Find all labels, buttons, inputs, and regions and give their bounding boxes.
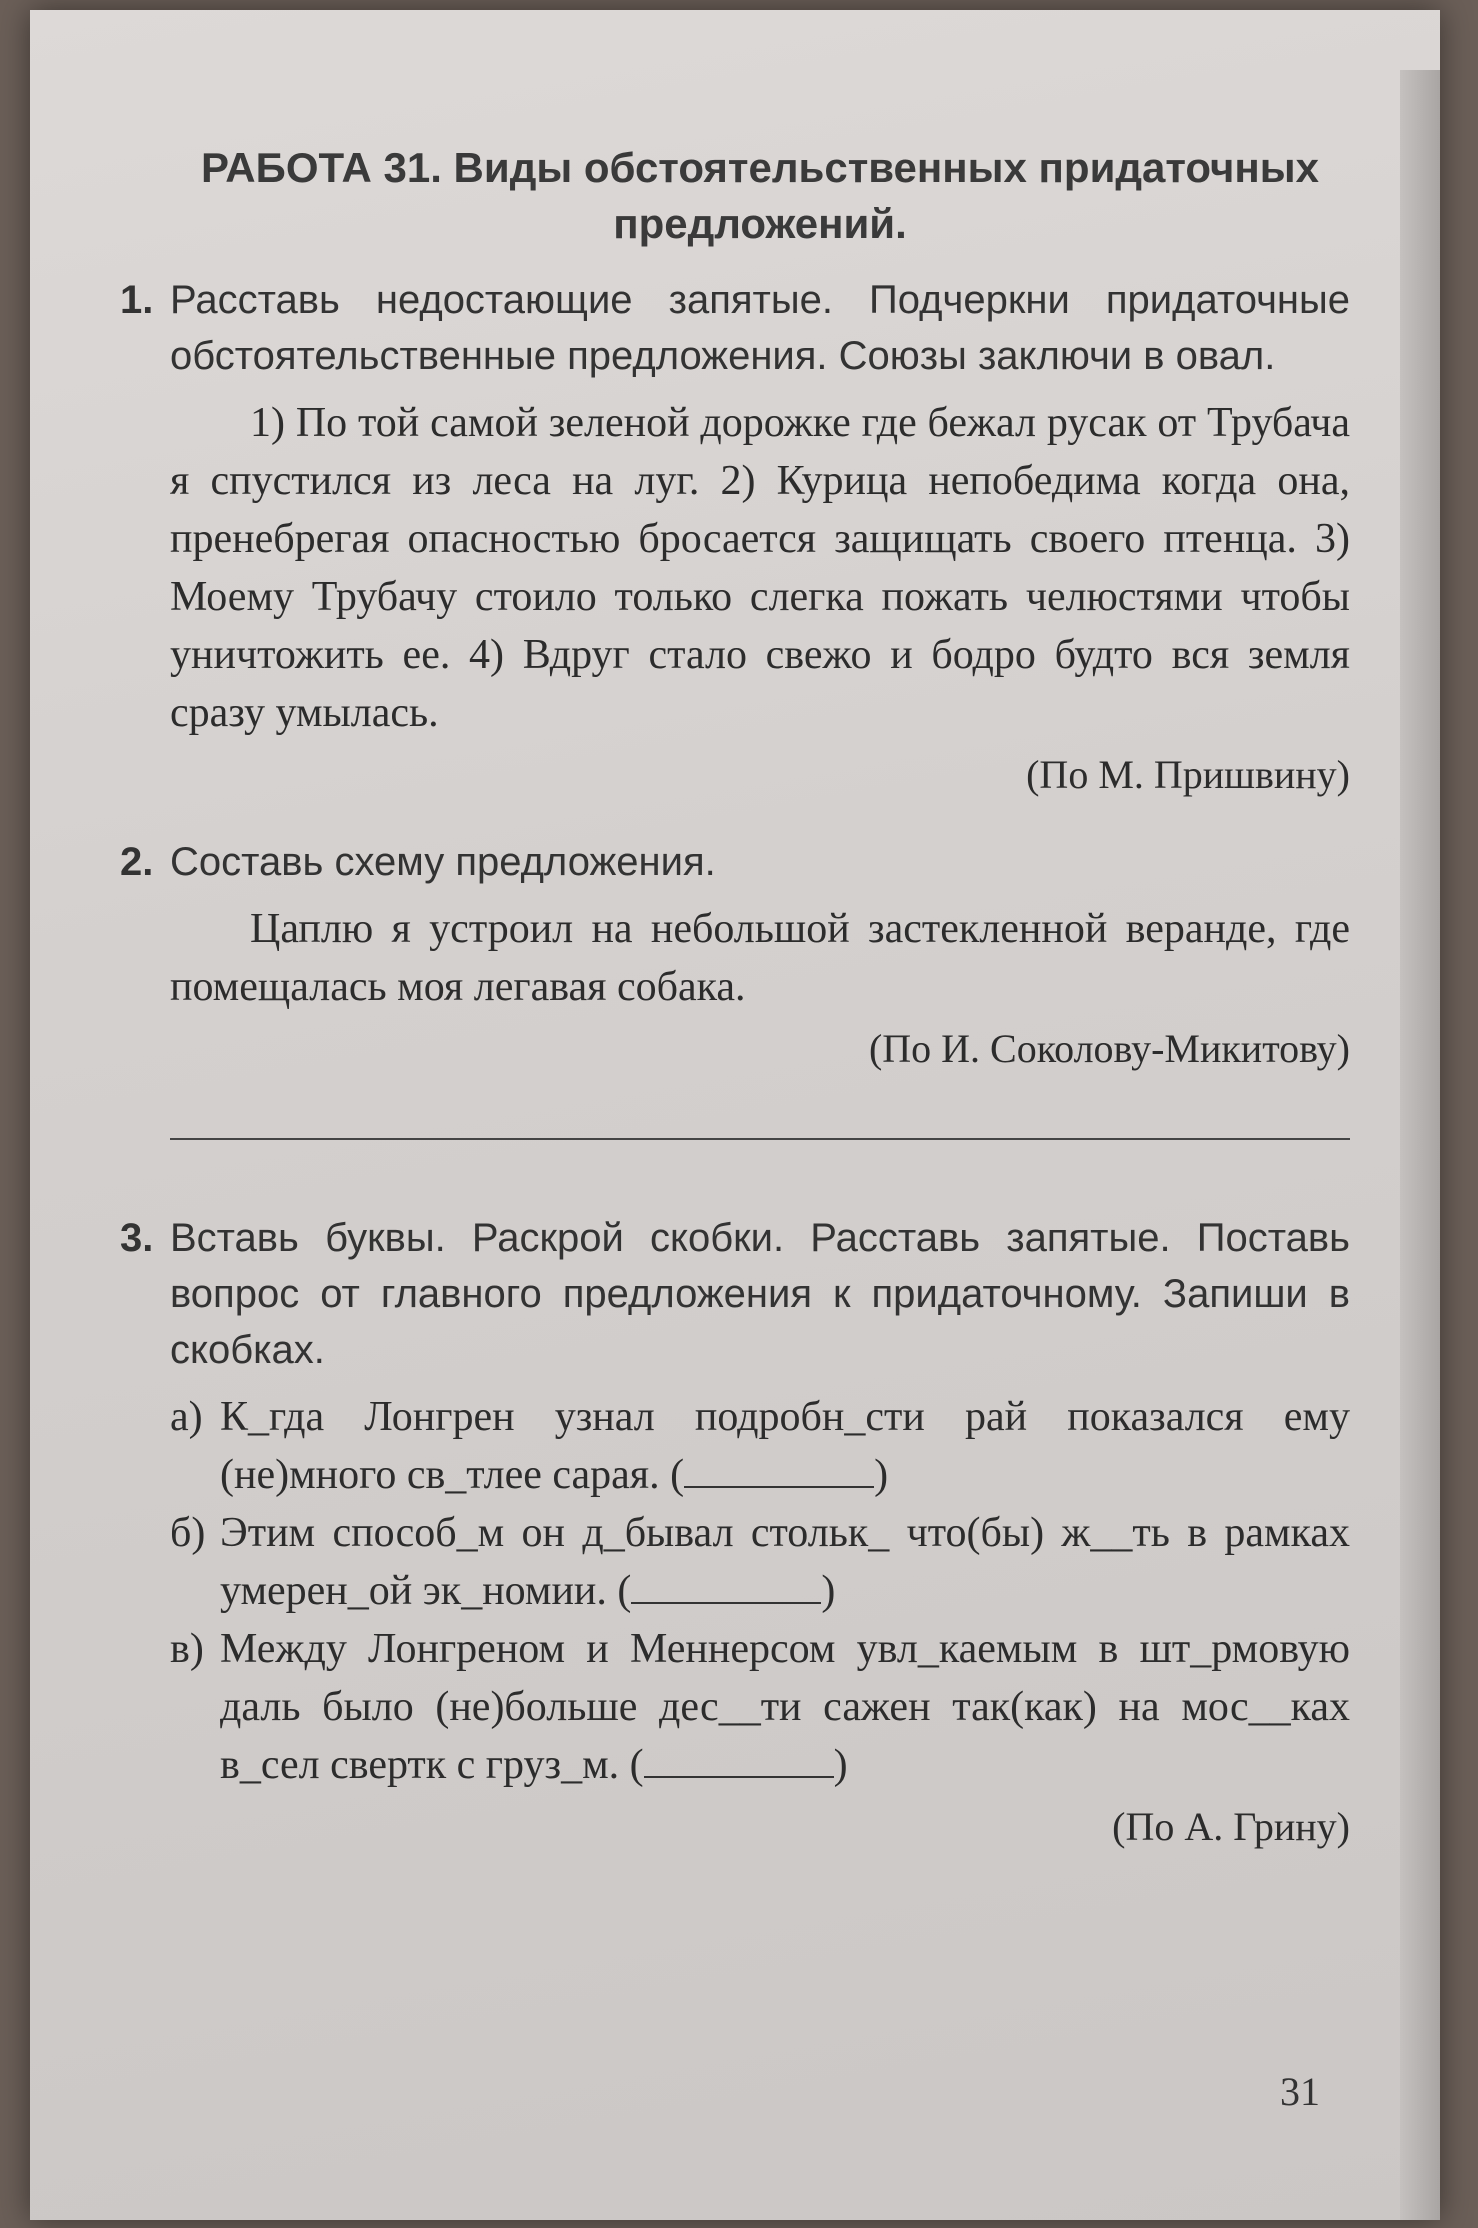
exercise-item-c — [170, 1620, 1350, 1794]
task-number: 1. — [120, 278, 154, 322]
task-instruction: Составь схему предложения. — [170, 840, 716, 884]
answer-blank[interactable] — [684, 1446, 874, 1488]
book-page — [30, 10, 1440, 2220]
task-3 — [120, 1210, 1350, 1856]
item-text — [220, 1388, 1350, 1504]
closing-paren: ) — [833, 1742, 848, 1788]
page-edge — [1400, 70, 1440, 2220]
item-marker: б) — [170, 1510, 206, 1556]
answer-blank[interactable] — [631, 1562, 821, 1604]
task-1 — [120, 272, 1350, 804]
closing-paren: ) — [874, 1452, 889, 1498]
page-content — [120, 140, 1350, 1886]
item-sentence: К_гда Лонгрен узнал подробн_сти рай показался ему (не)много св_тлее сарая. ( — [220, 1394, 1350, 1498]
item-marker: в) — [170, 1626, 204, 1672]
task-instruction: Вставь буквы. Раскрой скобки. Расставь запятые. Поставь вопрос от главного предложения к придаточному. Запиши в скобках. — [170, 1216, 1350, 1372]
answer-line[interactable] — [170, 1138, 1350, 1140]
page-number: 31 — [1280, 2069, 1320, 2114]
item-text — [220, 1504, 1350, 1620]
task-number: 2. — [120, 840, 154, 884]
passage-source: (По А. Грину) — [1112, 1804, 1350, 1849]
task-instruction: Расставь недостающие запятые. Подчеркни придаточные обстоятельственные предложения. Союзы заключи в овал. — [170, 278, 1350, 378]
closing-paren: ) — [821, 1568, 836, 1614]
exercise-item-a — [170, 1388, 1350, 1504]
exercise-list — [170, 1388, 1350, 1794]
answer-blank[interactable] — [644, 1736, 834, 1778]
task-passage: Цаплю я устроил на небольшой застекленной веранде, где помещалась моя легавая собака. — [170, 906, 1350, 1010]
item-sentence: Этим способ_м он д_бывал стольк_ что(бы) ж__ть в рамках умерен_ой эк_номии. ( — [220, 1510, 1350, 1614]
task-2 — [120, 834, 1350, 1140]
item-marker: а) — [170, 1394, 203, 1440]
item-sentence: Между Лонгреном и Меннерсом увл_каемым в шт_рмовую даль было (не)больше дес__ти сажен так(как) на мос__ках в_сел свертк с груз_м. ( — [220, 1626, 1350, 1788]
exercise-item-b — [170, 1504, 1350, 1620]
task-passage: 1) По той самой зеленой дорожке где бежал русак от Трубача я спустился из леса на луг. 2) Курица непобедима когда она, пренебрегая опасностью бросается защищать своего птенца. 3) Моему Трубачу стоило только слегка пожать челюстями чтобы уничтожить ее. 4) Вдруг стало свежо и бодро будто вся земля сразу умылась. — [170, 400, 1350, 736]
page-title: РАБОТА 31. Виды обстоятельственных придаточных предложений. — [200, 144, 1320, 247]
passage-source: (По М. Пришвину) — [1026, 752, 1350, 797]
passage-source: (По И. Соколову-Микитову) — [868, 1026, 1350, 1071]
item-text — [220, 1620, 1350, 1794]
task-number: 3. — [120, 1216, 154, 1260]
